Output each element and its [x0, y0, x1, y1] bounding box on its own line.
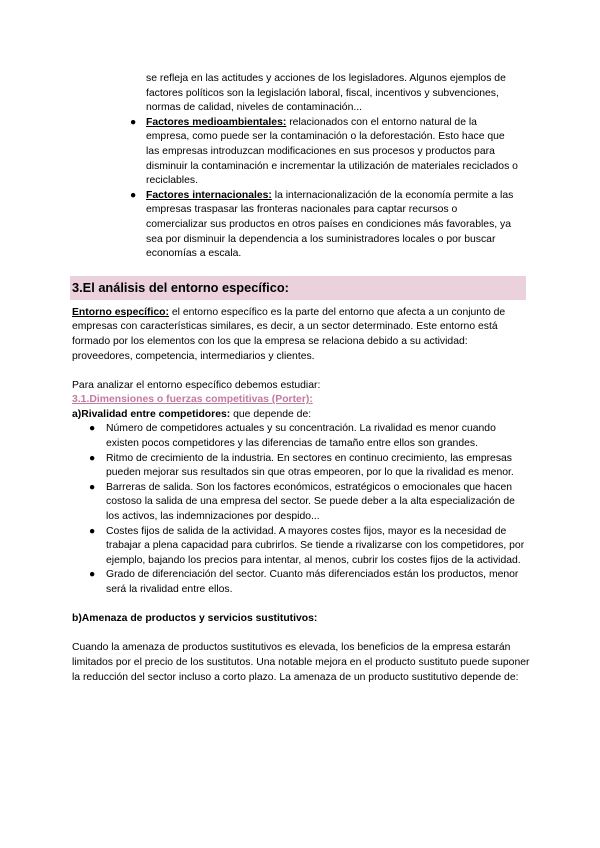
bullet-icon: ●: [89, 452, 96, 464]
intro-continuation: se refleja en las actitudes y acciones de los legisladores. Algunos ejemplos de factores políticos son la legislación laboral, fiscal, incentivos y subvenciones, normas de calidad, niveles de contaminación...: [146, 73, 506, 114]
list-item: [89, 452, 526, 481]
list-item: [89, 481, 526, 525]
subsection-link[interactable]: 3.1.Dimensiones o fuerzas competitivas (Porter):: [72, 394, 313, 406]
para-analizar-text: Para analizar el entorno específico debemos estudiar:: [72, 379, 321, 391]
list-item: [130, 116, 520, 189]
amenaza-paragraph: Cuando la amenaza de productos sustitutivos es elevada, los beneficios de la empresa estarán limitados por el precio de los sustitutos. Una notable mejora en el producto sustituto puede suponer la reducción del sector incluso a corto plazo. La amenaza de un producto sustitutivo depende de:: [72, 642, 530, 683]
factor-text: la internacionalización de la economía permite a las empresas traspasar las fronteras nacionales para captar recursos o comercializar sus productos en otros países en condiciones más favorables, ya sea por disminuir la dependencia a los suministradores locales o por buscar economías a escala.: [146, 189, 514, 260]
rivalidad-list: [89, 422, 526, 597]
bullet-icon: ●: [130, 189, 137, 201]
list-item: [130, 189, 520, 262]
list-item: [89, 525, 526, 569]
rivalidad-label: a)Rivalidad entre competidores:: [72, 408, 231, 420]
entorno-text: el entorno específico es la parte del entorno que afecta a un conjunto de empresas con características similares, es decir, a un sector determinado. Este entorno está formado por los elementos con los que la empresa se relaciona debido a su actividad: proveedores, competencia, intermediarios y clientes.: [72, 306, 506, 362]
bullet-icon: ●: [130, 116, 137, 128]
bullet-icon: ●: [89, 481, 96, 493]
bullet-icon: ●: [89, 525, 96, 537]
list-item: [89, 422, 526, 451]
factor-text: relacionados con el entorno natural de la empresa, como puede ser la contaminación o la deforestación. Esto hace que las empresas introduzcan modificaciones en sus procesos y productos para disminuir la contaminación e incrementar la utilización de materiales reciclados o reciclables.: [146, 116, 518, 187]
list-item-text: Ritmo de crecimiento de la industria. En sectores en continuo crecimiento, las empresas pueden mejorar sus resultados sin que otras empeoren, por lo que la rivalidad es menor.: [106, 452, 514, 479]
list-item: [89, 568, 526, 597]
factor-label: Factores internacionales:: [146, 189, 272, 201]
list-item-text: Costes fijos de salida de la actividad. A mayores costes fijos, mayor es la necesidad de trabajar a plena capacidad para cubrirlos. Se tiende a rivalizarse con los competidores, por ejemplo, bajando los precios para intentar, al menos, cubrir los costes fijos de la actividad.: [106, 525, 525, 566]
factor-label: Factores medioambientales:: [146, 116, 287, 128]
rivalidad-heading: [72, 408, 530, 423]
bullet-icon: ●: [89, 423, 96, 435]
entorno-label: Entorno específico:: [72, 306, 169, 318]
section-heading: 3.El análisis del entorno específico:: [70, 276, 526, 300]
factores-list: [130, 116, 520, 262]
list-item-text: Barreras de salida. Son los factores económicos, estratégicos o emocionales que hacen costoso la salida de una empresa del sector. Se puede deber a la alta especialización de los activos, las indemnizaciones por despido...: [106, 481, 515, 523]
amenaza-heading: b)Amenaza de productos y servicios sustitutivos:: [72, 613, 318, 625]
list-item-text: Número de competidores actuales y su concentración. La rivalidad es menor cuando existen pocos competidores y las diferencias de tamaño entre ellos son grandes.: [106, 423, 496, 450]
bullet-icon: ●: [89, 569, 96, 581]
list-item-text: Grado de diferenciación del sector. Cuanto más diferenciados están los productos, menor será la rivalidad entre ellos.: [106, 569, 519, 595]
entorno-paragraph: [72, 306, 530, 364]
rivalidad-text: que depende de:: [230, 408, 312, 420]
